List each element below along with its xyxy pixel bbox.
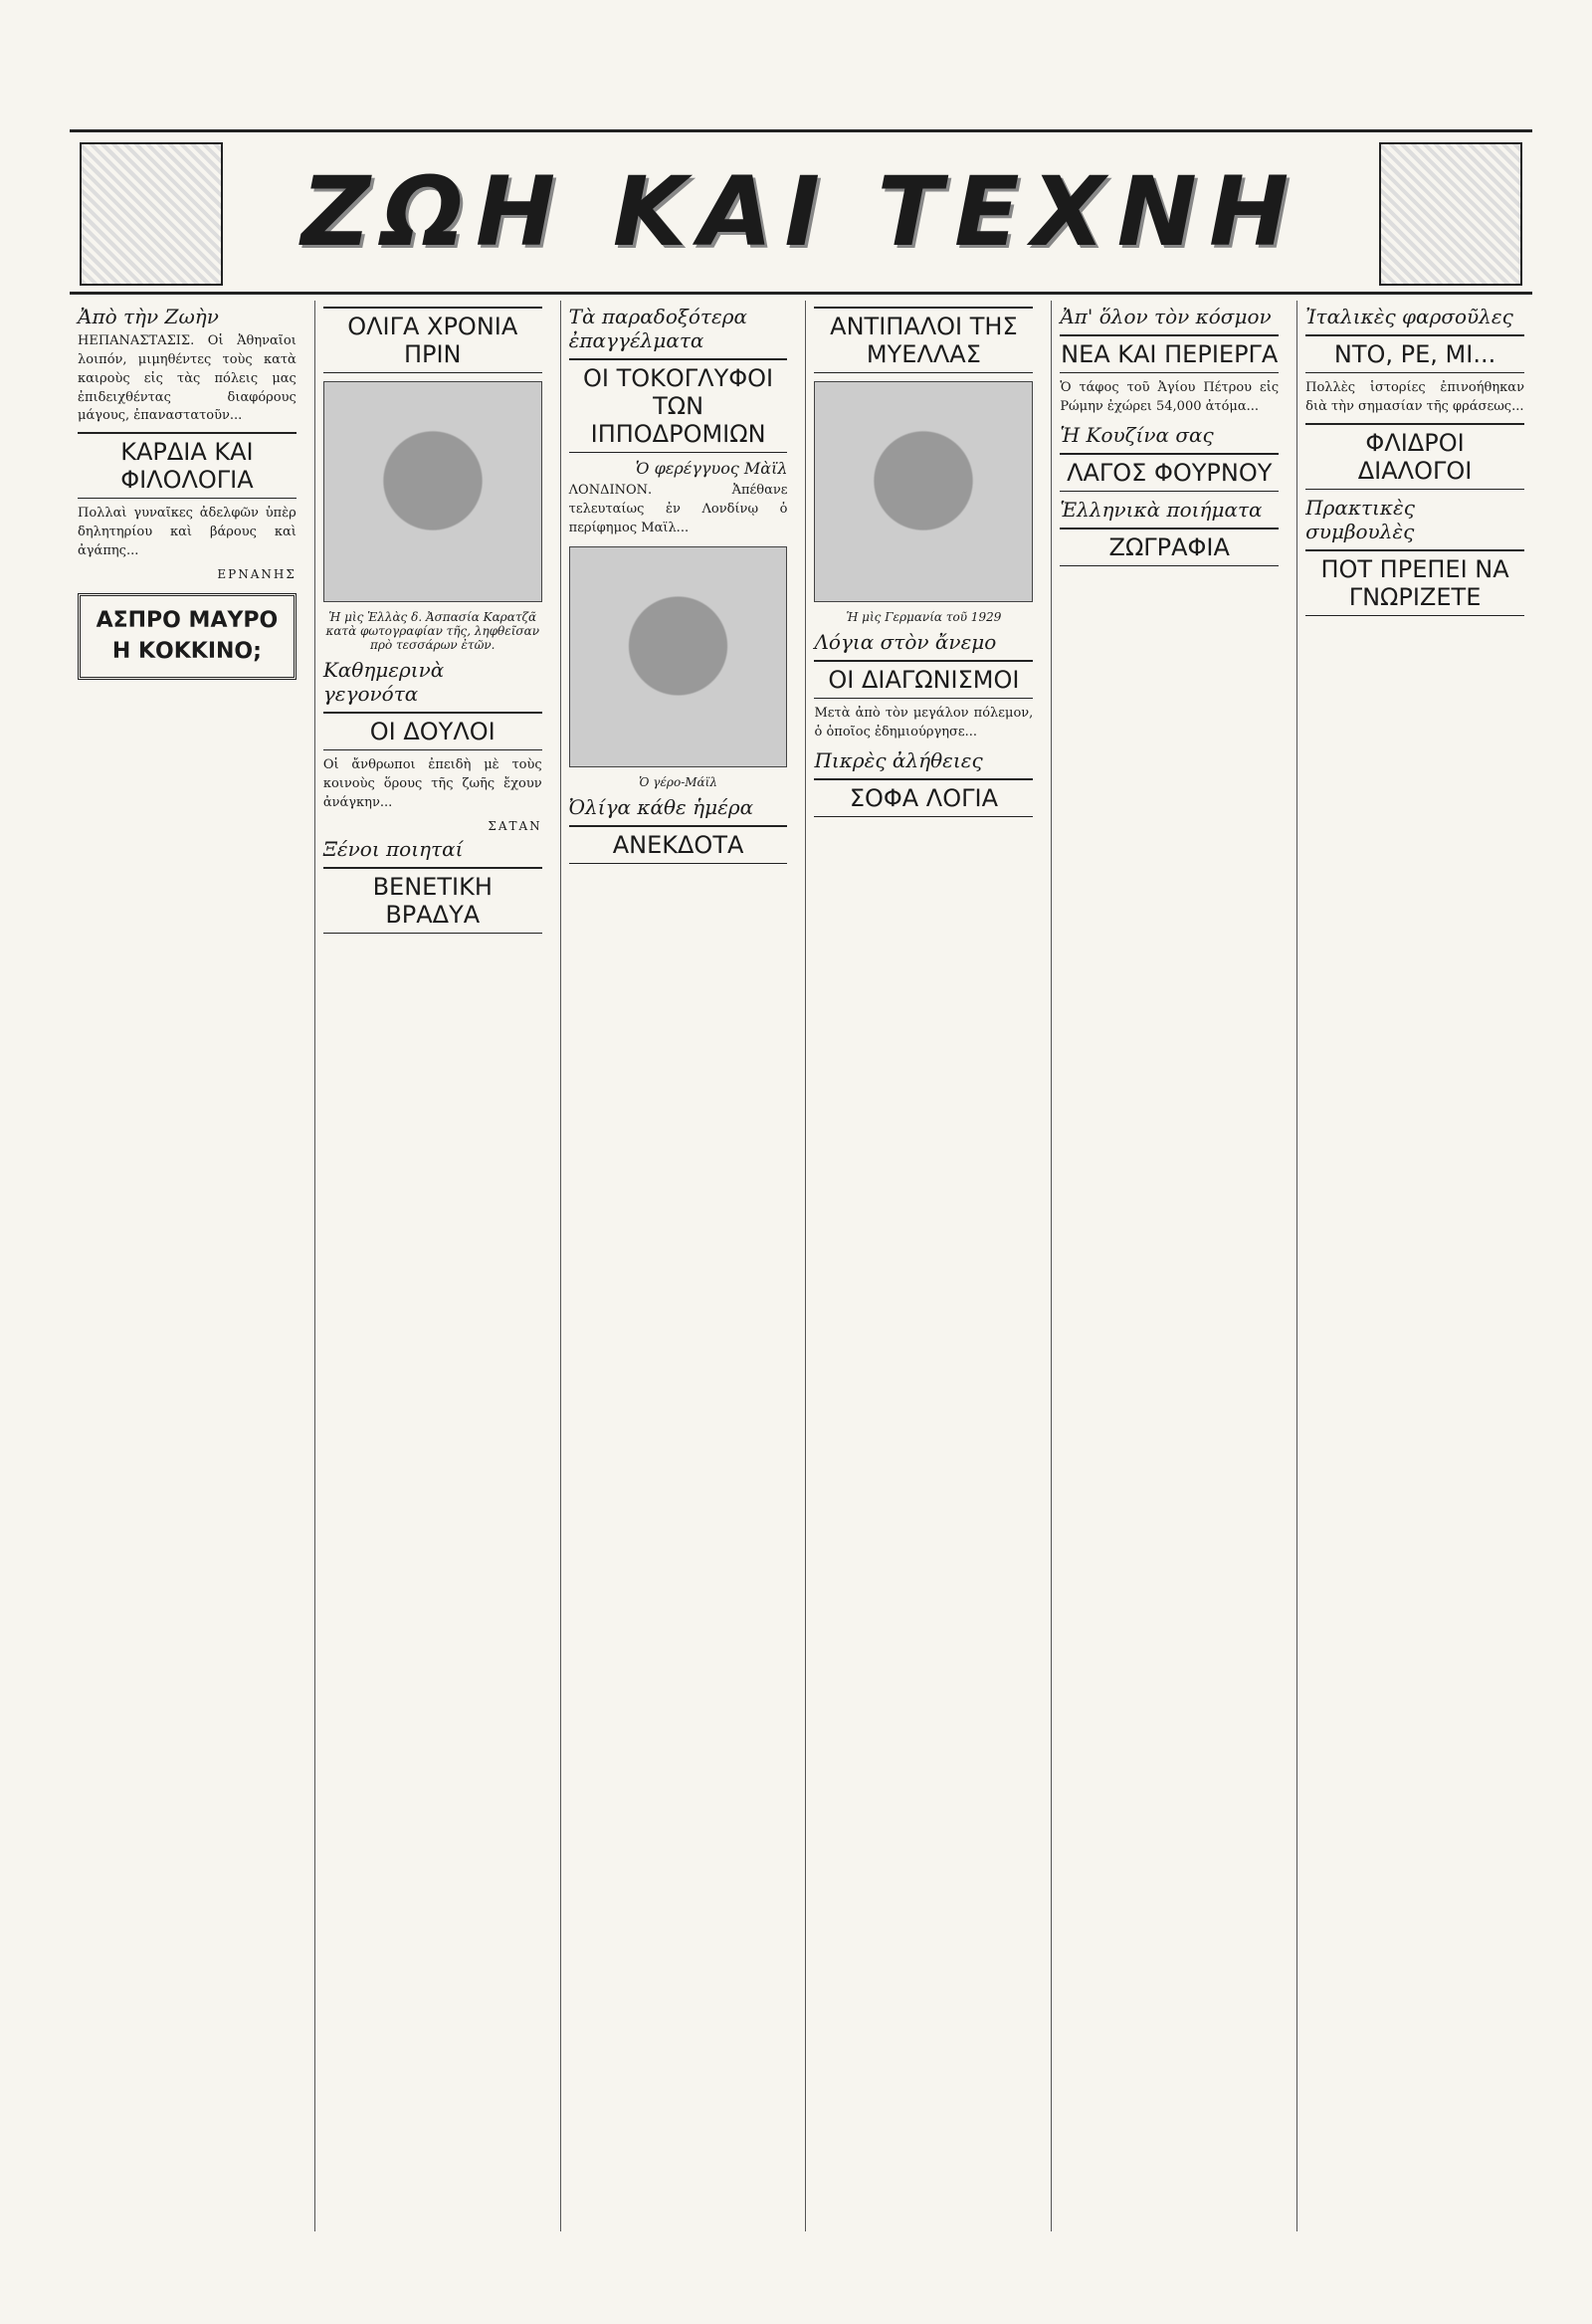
column-rubric: Ἰταλικὲς φαρσοῦλες — [1305, 305, 1513, 328]
column-3 — [560, 301, 796, 2231]
masthead — [70, 129, 1532, 295]
article-headline: ΑΝΕΚΔΟΤΑ — [569, 825, 788, 864]
article-paragraph: Πολλαὶ γυναῖκες ἀδελφῶν ὑπὲρ δηλητηρίου καὶ βάρους καὶ ἀγάπης... — [78, 506, 297, 558]
column-rubric: Ἀπ' ὅλον τὸν κόσμον — [1060, 305, 1272, 328]
article-headline: ΠΟΤ ΠΡΕΠΕΙ ΝΑ ΓΝΩΡΙΖΕΤΕ — [1305, 549, 1524, 616]
article-subheading: Ὁ φερέγγυος Μὰϊλ — [635, 459, 788, 478]
masthead-title: ΖΩΗ ΚΑΙ ΤΕΧΝΗ — [300, 156, 1301, 268]
columns — [70, 301, 1532, 2231]
author-signature: ΕΡΝΑΝΗΣ — [217, 566, 297, 581]
column-rubric: Ἡ Κουζίνα σας — [1060, 422, 1214, 447]
boxed-title: ΑΣΠΡΟ ΜΑΥΡΟ Η ΚΟΚΚΙΝΟ; — [78, 593, 297, 681]
article-paragraph: ΗΕΠΑΝΑΣΤΑΣΙΣ. Οἱ Ἀθηναῖοι λοιπόν, μιμηθέντες τοὺς κατὰ καιροὺς εἰς τὰς πόλεις μας ἐπιδειχθέντας διαφόρους μάγους, ἐπαναστατοῦν... — [78, 333, 297, 424]
article-headline: ΚΑΡΔΙΑ ΚΑΙ ΦΙΛΟΛΟΓΙΑ — [78, 432, 297, 499]
column-rubric: Καθημερινὰ γεγονότα — [322, 658, 445, 706]
column-rubric: Ἑλληνικὰ ποιήματα — [1060, 497, 1263, 522]
article-headline: ΝΕΑ ΚΑΙ ΠΕΡΙΕΡΓΑ — [1060, 334, 1279, 373]
portrait-photo — [323, 381, 542, 602]
column-rubric: Πικρὲς ἀλήθειες — [814, 747, 983, 772]
column-4 — [805, 301, 1041, 2231]
newspaper-page — [30, 40, 1562, 2244]
article-paragraph: ΛΟΝΔΙΝΟΝ. Ἀπέθανε τελευταίως ἐν Λονδίνῳ ὁ περίφημος Μαϊλ... — [568, 483, 788, 535]
column-rubric: Πρακτικὲς συμβουλὲς — [1305, 495, 1415, 543]
portrait-photo — [814, 381, 1033, 602]
article-headline: ΖΩΓΡΑΦΙΑ — [1060, 528, 1279, 566]
article-headline: ΟΛΙΓΑ ΧΡΟΝΙΑ ΠΡΙΝ — [323, 307, 542, 373]
photo-caption: Ὁ γέρο-Μάϊλ — [639, 774, 717, 789]
article-paragraph: Ὁ τάφος τοῦ Ἀγίου Πέτρου εἰς Ρώμην ἐχώρει 54,000 ἀτόμα... — [1060, 380, 1280, 414]
column-rubric: Λόγια στὸν ἄνεμο — [814, 630, 997, 654]
column-rubric: Ξένοι ποιηταί — [322, 836, 464, 861]
article-headline: ΒΕΝΕΤΙΚΗ ΒΡΑΔΥΑ — [323, 867, 542, 934]
column-rubric: Ἀπὸ τὴν Ζωὴν — [78, 305, 219, 328]
portrait-photo — [569, 546, 788, 767]
article-headline: ΟΙ ΤΟΚΟΓΛΥΦΟΙ ΤΩΝ ΙΠΠΟΔΡΟΜΙΩΝ — [569, 358, 788, 453]
masthead-illustration-right — [1379, 142, 1522, 286]
column-6 — [1296, 301, 1532, 2231]
masthead-illustration-left — [80, 142, 223, 286]
article-paragraph: Μετὰ ἀπὸ τὸν μεγάλον πόλεμον, ὁ ὁποῖος ἐδημιούργησε... — [814, 706, 1034, 739]
column-2 — [314, 301, 550, 2231]
author-signature: ΣΑΤΑΝ — [488, 818, 542, 833]
article-paragraph: Οἱ ἄνθρωποι ἐπειδὴ μὲ τοὺς κοινοὺς ὅρους τῆς ζωῆς ἔχουν ἀνάγκην... — [322, 757, 542, 810]
photo-caption: Ἡ μὶς Γερμανία τοῦ 1929 — [846, 610, 1002, 624]
article-headline: ΣΟΦΑ ΛΟΓΙΑ — [814, 778, 1033, 817]
photo-caption: Ἡ μὶς Ἑλλὰς δ. Ἀσπασία Καρατζᾶ κατὰ φωτογραφίαν τῆς, ληφθεῖσαν πρὸ τεσσάρων ἐτῶν. — [325, 610, 540, 652]
article-headline: ΝΤΟ, ΡΕ, ΜΙ... — [1305, 334, 1524, 373]
column-rubric: Τὰ παραδοξότερα ἐπαγγέλματα — [568, 305, 747, 352]
article-headline: ΟΙ ΔΙΑΓΩΝΙΣΜΟΙ — [814, 660, 1033, 699]
column-rubric: Ὀλίγα κάθε ἡμέρα — [568, 794, 754, 819]
column-5 — [1051, 301, 1287, 2231]
column-1 — [70, 301, 304, 2231]
article-headline: ΟΙ ΔΟΥΛΟΙ — [323, 712, 542, 750]
article-headline: ΑΝΤΙΠΑΛΟΙ ΤΗΣ ΜΥΕΛΛΑΣ — [814, 307, 1033, 373]
article-headline: ΦΛΙΔΡΟΙ ΔΙΑΛΟΓΟΙ — [1305, 423, 1524, 490]
article-paragraph: Πολλὲς ἱστορίες ἐπινοήθηκαν διὰ τὴν σημασίαν τῆς φράσεως... — [1305, 380, 1524, 414]
article-headline: ΛΑΓΟΣ ΦΟΥΡΝΟΥ — [1060, 453, 1279, 492]
